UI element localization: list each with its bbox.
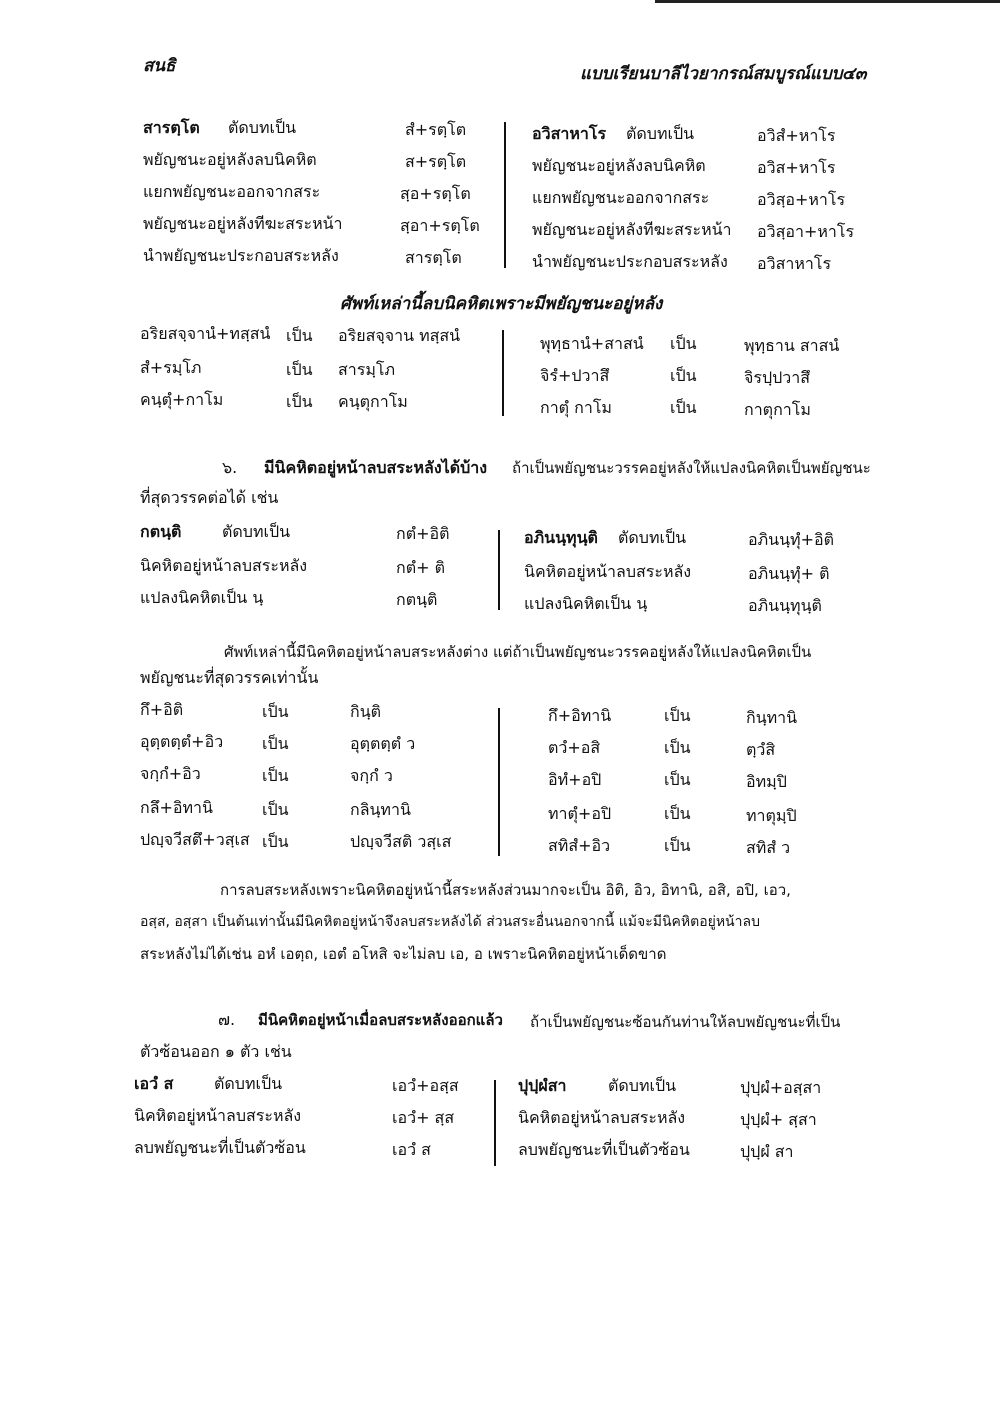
list1-right-b-0: เป็น (670, 334, 697, 353)
rule6-title: มีนิคหิตอยู่หน้าลบสระหลังได้บ้าง (264, 458, 488, 477)
ex2-left-word: กตนฺติ (140, 522, 182, 541)
ex2-right-label-2: แปลงนิคหิตเป็น นฺ (524, 594, 648, 613)
list2-left-b-1: เป็น (262, 734, 289, 753)
ex1-right-label-1: พยัญชนะอยู่หลังลบนิคหิต (532, 156, 706, 175)
list2-right-c-1: ตฺวํสิ (746, 740, 776, 759)
list1-left-c-1: สารมฺโภ (338, 360, 396, 379)
ex1-left-value-1: ส+รตฺโต (405, 152, 467, 171)
list2-left-a-2: จกฺกํ+อิว (140, 764, 201, 783)
list2-right-a-4: สทิสํ+อิว (548, 836, 611, 855)
ex2-right-value-2: อภินนฺทุนฺติ (748, 596, 822, 615)
rule6-number: ๖. (222, 458, 238, 477)
list1-right-c-1: จิรปฺปวาสึ (744, 368, 811, 387)
ex1-left-value-3: สฺอา+รตฺโต (400, 216, 480, 235)
ex3-right-word: ปุปฺผํสา (518, 1076, 567, 1095)
ex3-left-label-2: ลบพยัญชนะที่เป็นตัวซ้อน (134, 1138, 306, 1157)
list1-left-b-1: เป็น (286, 360, 313, 379)
list2-right-c-3: ทาตุมฺปิ (746, 806, 797, 825)
ex1-left-value-4: สารตฺโต (405, 248, 462, 267)
list2-right-c-4: สทิสํ ว (746, 838, 791, 857)
list2-right-c-2: อิทมฺปิ (746, 772, 787, 791)
ex2-divider (498, 530, 500, 610)
list2-right-a-3: ทาตุํ+อปิ (548, 804, 612, 823)
list2-right-b-2: เป็น (664, 770, 691, 789)
ex3-left-value-2: เอวํ ส (392, 1140, 431, 1159)
ex2-left-value-2: กตนฺติ (396, 590, 438, 609)
ex1-right-label-4: นำพยัญชนะประกอบสระหลัง (532, 252, 728, 271)
top-border-line (655, 0, 1000, 3)
ex3-divider (494, 1080, 496, 1166)
para3-line3: สระหลังไม่ได้เช่น อหํ เอตฺถ, เอตํ อโหสิ จะไม่ลบ เอ, อ เพราะนิคหิตอยู่หน้าเด็ดขาด (140, 945, 667, 963)
rule7-title: มีนิคหิตอยู่หน้าเมื่อลบสระหลังออกแล้ว (258, 1011, 503, 1029)
list2-right-b-3: เป็น (664, 804, 691, 823)
list1-divider (502, 330, 504, 416)
list2-left-a-3: กลึ+อิทานิ (140, 798, 213, 817)
list2-left-a-4: ปญฺจวีสตึ+วสฺเส (140, 830, 250, 849)
list2-left-b-3: เป็น (262, 800, 289, 819)
ex1-left-cut-label: ตัดบทเป็น (228, 118, 297, 137)
ex2-right-cut-label: ตัดบทเป็น (618, 528, 687, 547)
list2-divider (498, 708, 500, 856)
list2-left-b-0: เป็น (262, 702, 289, 721)
rule7-text1: ถ้าเป็นพยัญชนะซ้อนกันท่านให้ลบพยัญชนะที่เป็น (530, 1013, 841, 1031)
ex1-left-value-2: สฺอ+รตฺโต (400, 184, 471, 203)
ex1-right-value-0: อวิสํ+หาโร (757, 126, 836, 145)
ex3-right-cut-label: ตัดบทเป็น (608, 1076, 677, 1095)
rule7-text2: ตัวซ้อนออก ๑ ตัว เช่น (140, 1042, 292, 1061)
ex2-right-value-1: อภินนฺทุํ+ ติ (748, 564, 830, 583)
ex2-right-word: อภินนฺทุนฺติ (524, 528, 598, 547)
ex2-left-cut-label: ตัดบทเป็น (222, 522, 291, 541)
ex3-left-label-1: นิคหิตอยู่หน้าลบสระหลัง (134, 1106, 302, 1125)
list2-left-a-0: กึ+อิติ (140, 700, 184, 719)
list2-left-c-1: อุตฺตตฺตํ ว (350, 734, 416, 753)
ex2-left-value-1: กตํ+ ติ (396, 558, 445, 577)
ex1-right-value-2: อวิสฺอ+หาโร (757, 190, 846, 209)
ex2-left-label-2: แปลงนิคหิตเป็น นฺ (140, 588, 264, 607)
ex1-right-value-1: อวิส+หาโร (757, 158, 836, 177)
ex1-left-label-1: พยัญชนะอยู่หลังลบนิคหิต (143, 150, 317, 169)
para3-line1: การลบสระหลังเพราะนิคหิตอยู่หน้านี้สระหลังส่วนมากจะเป็น อิติ, อิว, อิทานิ, อสิ, อปิ, เอว, (220, 881, 791, 899)
list2-left-c-2: จกฺกํ ว (350, 766, 393, 785)
ex2-left-label-1: นิคหิตอยู่หน้าลบสระหลัง (140, 556, 308, 575)
list2-left-b-4: เป็น (262, 832, 289, 851)
ex1-right-label-3: พยัญชนะอยู่หลังทีฆะสระหน้า (532, 220, 732, 239)
list1-right-a-1: จิรํ+ปวาสึ (540, 366, 610, 385)
list1-right-c-0: พุทฺธาน สาสนํ (744, 336, 840, 355)
list2-left-c-0: กินฺติ (350, 702, 382, 721)
ex3-left-word: เอวํ ส (134, 1074, 174, 1093)
list1-right-a-0: พุทฺธานํ+สาสนํ (540, 334, 644, 353)
list2-right-b-0: เป็น (664, 706, 691, 725)
ex3-left-value-0: เอวํ+อสฺส (392, 1076, 459, 1095)
ex1-left-label-4: นำพยัญชนะประกอบสระหลัง (143, 246, 339, 265)
ex2-left-value-0: กตํ+อิติ (396, 524, 450, 543)
list2-right-a-2: อิทํ+อปิ (548, 770, 602, 789)
book-title: แบบเรียนบาลีไวยากรณ์สมบูรณ์แบบ (580, 64, 843, 84)
list1-right-b-2: เป็น (670, 398, 697, 417)
ex1-divider (504, 122, 506, 268)
list1-right-c-2: กาตุกาโม (744, 400, 811, 419)
para2-line1: ศัพท์เหล่านี้มีนิคหิตอยู่หน้าลบสระหลังต่าง แต่ถ้าเป็นพยัญชนะวรรคอยู่หลังให้แปลงนิคหิตเป็น (224, 643, 812, 661)
heading-remove-niggahita: ศัพท์เหล่านี้ลบนิคหิตเพราะมีพยัญชนะอยู่หลัง (340, 294, 663, 314)
list1-left-a-0: อริยสจฺจานํ+ทสฺสนํ (140, 324, 271, 343)
list1-left-c-2: คนฺตุกาโม (338, 392, 408, 411)
ex3-right-value-1: ปุปฺผํ+ สฺสา (740, 1110, 817, 1129)
list1-right-b-1: เป็น (670, 366, 697, 385)
list1-left-a-1: สํ+รมฺโภ (140, 358, 202, 377)
ex1-right-label-2: แยกพยัญชนะออกจากสระ (532, 188, 710, 207)
ex1-right-value-4: อวิสาหาโร (757, 254, 832, 273)
page-number: ๔๓ (842, 64, 867, 84)
list1-left-c-0: อริยสจฺจาน ทสฺสนํ (338, 326, 461, 345)
ex1-right-cut-label: ตัดบทเป็น (626, 124, 695, 143)
rule6-text1: ถ้าเป็นพยัญชนะวรรคอยู่หลังให้แปลงนิคหิตเป็นพยัญชนะ (512, 459, 871, 477)
ex2-right-value-0: อภินนฺทุํ+อิติ (748, 530, 834, 549)
list1-right-a-2: กาตุํ กาโม (540, 398, 612, 417)
ex3-right-label-1: นิคหิตอยู่หน้าลบสระหลัง (518, 1108, 686, 1127)
ex1-left-value-0: สํ+รตฺโต (405, 120, 467, 139)
ex1-left-label-3: พยัญชนะอยู่หลังทีฆะสระหน้า (143, 214, 343, 233)
list1-left-b-2: เป็น (286, 392, 313, 411)
list1-left-a-2: คนฺตุํ+กาโม (140, 390, 224, 409)
list2-right-c-0: กินฺทานิ (746, 708, 798, 727)
list1-left-b-0: เป็น (286, 326, 313, 345)
ex3-right-value-2: ปุปฺผํ สา (740, 1142, 794, 1161)
list2-right-b-1: เป็น (664, 738, 691, 757)
ex1-right-value-3: อวิสฺอา+หาโร (757, 222, 855, 241)
rule6-text2: ที่สุดวรรคต่อได้ เช่น (140, 488, 279, 507)
ex1-left-label-2: แยกพยัญชนะออกจากสระ (143, 182, 321, 201)
rule7-number: ๗. (218, 1010, 236, 1029)
list2-right-a-0: กึ+อิทานิ (548, 706, 612, 725)
ex3-left-value-1: เอวํ+ สฺส (392, 1108, 455, 1127)
ex1-left-word: สารตฺโต (143, 118, 200, 137)
para3-line2: อสฺส, อสฺสา เป็นต้นเท่านั้นมีนิคหิตอยู่หน้าจึงลบสระหลังได้ ส่วนสระอื่นนอกจากนี้ แม้จะมีนิคหิตอยู่หน้าลบ (140, 914, 760, 930)
list2-left-c-4: ปญฺจวีสติ วสฺเส (350, 832, 452, 851)
ex3-left-cut-label: ตัดบทเป็น (214, 1074, 283, 1093)
list2-right-a-1: ตวํ+อสิ (548, 738, 601, 757)
list2-left-a-1: อุตฺตตฺตํ+อิว (140, 732, 224, 751)
ex1-right-word: อวิสาหาโร (532, 124, 607, 143)
para2-line2: พยัญชนะที่สุดวรรคเท่านั้น (140, 668, 319, 687)
ex2-right-label-1: นิคหิตอยู่หน้าลบสระหลัง (524, 562, 692, 581)
section-title: สนธิ (143, 56, 176, 76)
list2-left-b-2: เป็น (262, 766, 289, 785)
list2-right-b-4: เป็น (664, 836, 691, 855)
list2-left-c-3: กลินฺทานิ (350, 800, 411, 819)
ex3-right-value-0: ปุปฺผํ+อสฺสา (740, 1078, 822, 1097)
ex3-right-label-2: ลบพยัญชนะที่เป็นตัวซ้อน (518, 1140, 690, 1159)
